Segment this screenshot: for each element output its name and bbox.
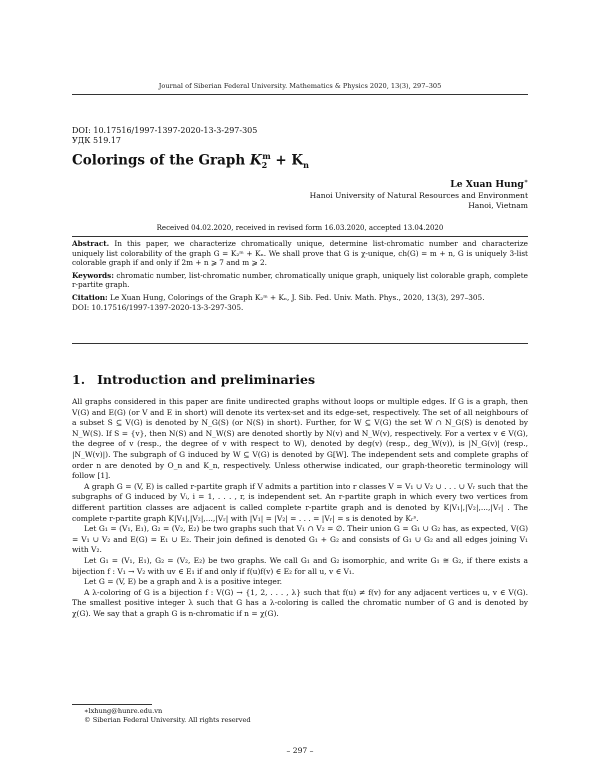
title-sub: 2 — [261, 160, 268, 171]
section-heading — [72, 372, 315, 387]
header-rule — [72, 94, 528, 95]
paragraph: All graphs considered in this paper are finite undirected graphs without loops or multiple edges. If G is a graph, then V(G) and E(G) (or V and E in short) will denote its vertex-set and its edge-set, respectively. The set of all neighbours of a subset S ⊆ V(G) is denoted by N_G(S) (or N(S) in short). Further, for W ⊆ V(G) the set W ∩ N_G(S) is denoted by N_W(S). If S = {v}, then N(S) and N_W(S) are denoted shortly by N(v) and N_W(v), respectively. For a vertex v ∈ V(G), the degree of v (resp., the degree of v with respect to W), denoted by deg(v) (resp., deg_W(v)), is |N_G(v)| (resp., |N_W(v)|). The subgraph of G induced by W ⊆ V(G) is denoted by G[W]. The independent sets and complete graphs of order n are denoted by O_n and K_n, respectively. Unless otherwise indicated, our graph-theoretic terminology will follow [1]. — [72, 397, 528, 481]
page-number: – 297 – — [286, 746, 314, 755]
abstract-rule-bottom — [72, 343, 528, 344]
abstract-rule-top — [72, 236, 528, 237]
title-sup: m — [262, 151, 271, 161]
paragraph: A graph G = (V, E) is called r-partite graph if V admits a partition into r classes V = V₁ ∪ V₂ ∪ . . . ∪ Vᵣ such that the subgraphs of G induced by Vᵢ, i = 1, . . . , r, is independent set. An r-partite graph in which every two vertices from different partition classes are adjacent is called complete r-partite graph and is denoted by K|V₁|,|V₂|,...,|Vᵣ| . The complete r-partite graph K|V₁|,|V₂|,...,|Vᵣ| with |V₁| = |V₂| = . . . = |Vᵣ| = s is denoted by Kᵣˢ. — [72, 481, 528, 523]
citation-label: Citation: — [72, 292, 108, 302]
title-k: K — [249, 152, 262, 169]
keywords — [72, 271, 528, 290]
title-suffix: + K — [270, 152, 304, 169]
paragraph: Let G = (V, E) be a graph and λ is a positive integer. — [84, 577, 283, 587]
title-n: n — [303, 160, 309, 171]
doi-line: DOI: 10.17516/1997-1397-2020-13-3-297-305 — [72, 126, 258, 135]
keywords-text: chromatic number, list-chromatic number, chromatically unique graph, uniquely list colorable graph, complete r-partite graph. — [72, 270, 528, 290]
paragraph: Let G₁ = (V₁, E₁), G₂ = (V₂, E₂) be two graphs. We call G₁ and G₂ isomorphic, and write G₁ ≅ G₂, if there exists a bijection f : V₁ → V₂ with uv ∈ E₁ if and only if f(u)f(v) ∈ E₂ for all u, v ∈ V₁. — [72, 555, 528, 576]
abstract-block — [72, 239, 528, 315]
title-prefix: Colorings of the Graph — [72, 152, 250, 169]
section-number: 1. — [72, 372, 86, 387]
author-location: Hanoi, Vietnam — [468, 201, 528, 211]
paragraph: Let G₁ = (V₁, E₁), G₂ = (V₂, E₂) be two graphs such that V₁ ∩ V₂ = ∅. Their union G = G₁ ∪ G₂ has, as expected, V(G) = V₁ ∪ V₂ and E(G) = E₁ ∪ E₂. Their join defined is denoted G₁ + G₂ and consists of G₁ ∪ G₂ and all edges joining V₁ with V₂. — [72, 524, 528, 555]
footnotes — [84, 707, 251, 725]
abstract-label: Abstract. — [72, 239, 110, 248]
author-block — [310, 176, 528, 211]
journal-header: Journal of Siberian Federal University. Mathematics & Physics 2020, 13(3), 297–305 — [158, 82, 442, 90]
citation — [72, 293, 528, 312]
abstract-text: In this paper, we characterize chromatically unique, determine list-chromatic number and characterize uniquely list colorability of the graph G = K₂ᵐ + Kₙ. We shall prove that G is χ-unique, ch(G) = m + n, G is uniquely 3-list colorable graph if and only if 2m + n ⩾ 7 and m ⩾ 2. — [72, 239, 529, 268]
received-dates: Received 04.02.2020, received in revised form 16.03.2020, accepted 13.04.2020 — [156, 224, 444, 232]
citation-text: Le Xuan Hung, Colorings of the Graph K₂ᵐ + Kₙ, J. Sib. Fed. Univ. Math. Phys., 2020, 13(3), 297–305. — [110, 292, 485, 302]
paragraph: A λ-coloring of G is a bijection f : V(G) → {1, 2, . . . , λ} such that f(u) ≠ f(v) for any adjacent vertices u, v ∈ V(G). The smallest positive integer λ such that G has a λ-coloring is called the chromatic number of G and is denoted by χ(G). We say that a graph G is n-chromatic if n = χ(G). — [72, 587, 528, 618]
author-name: Le Xuan Hung∗ — [450, 178, 528, 191]
citation-doi: DOI: 10.17516/1997-1397-2020-13-3-297-305. — [72, 302, 244, 312]
body-text — [72, 397, 528, 619]
abstract — [72, 239, 528, 268]
paper-title — [72, 148, 309, 173]
article-meta — [72, 126, 257, 146]
footnote-rule — [72, 704, 152, 705]
footnote-copyright: © Siberian Federal University. All rights reserved — [84, 716, 251, 724]
footnote-email: ∗lxhung@hunre.edu.vn — [84, 707, 163, 715]
keywords-label: Keywords: — [72, 270, 114, 280]
section-title: Introduction and preliminaries — [97, 372, 315, 387]
udk-line: УДК 519.17 — [72, 136, 122, 145]
author-affiliation: Hanoi University of Natural Resources and Environment — [309, 191, 528, 201]
